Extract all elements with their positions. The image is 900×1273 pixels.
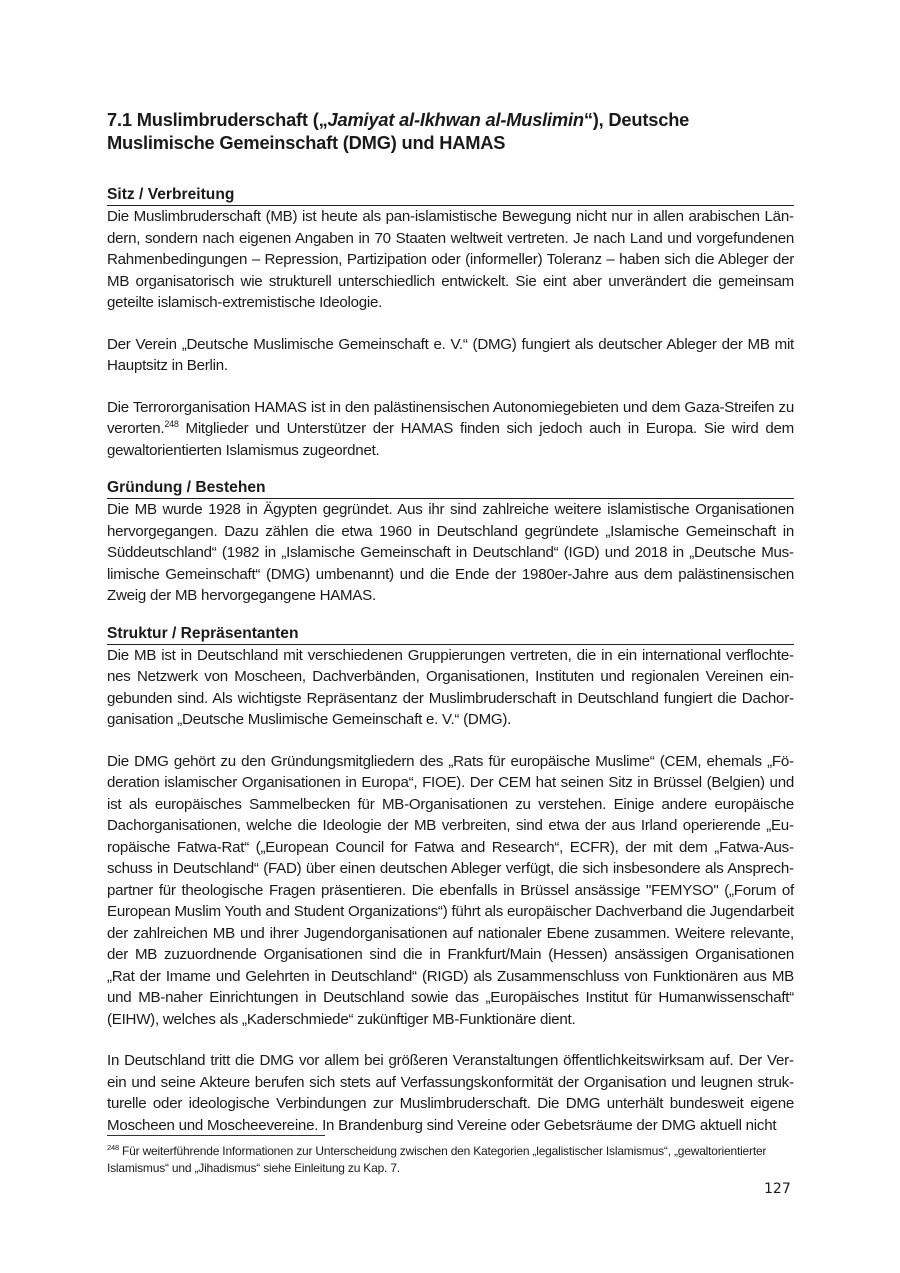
footnote-number: 248 [107, 1143, 119, 1152]
paragraph-gruendung-1: Die MB wurde 1928 in Ägypten gegründet. Aus ihr sind zahlreiche weitere islamistische Organisationen hervorgegangen. Dazu zählen die etwa 1960 in Deutschland gegründete „Islamische Gemeinschaft in Süddeutschland“ (1982 in „Islamische Gemeinschaft in Deutschland“ (IGD) und 2018 in „Deutsche Muslimische Gemeinschaft“ (DMG) umbenannt) und die Ende der 1980er-Jahre aus dem palästinensischen Zweig der MB hervorgegangene HAMAS. [107, 501, 794, 604]
section-heading-gruendung: Gründung / Bestehen [107, 478, 794, 499]
heading-italic: Jamiyat al-Ikhwan al-Muslimin [327, 109, 584, 130]
section-heading-struktur: Struktur / Repräsentanten [107, 624, 794, 645]
footnote-text: Für weiterführende Informationen zur Unterscheidung zwischen den Kategorien „legalistischer Islamismus“, „gewaltorientierter Islamismus“ und „Jihadismus“ siehe Einleitung zu Kap. 7. [107, 1144, 767, 1175]
paragraph-sitz-3-text-b: Mitglieder und Unterstützer der HAMAS finden sich jedoch auch in Europa. Sie wird dem gewaltorientierten Islamismus zugeordnet. [107, 420, 794, 459]
page-content [107, 108, 794, 1136]
footnote-reference[interactable]: 248 [164, 418, 179, 429]
paragraph-struktur-3: In Deutschland tritt die DMG vor allem bei größeren Veranstaltungen öffentlichkeitswirksam auf. Der Verein und seine Akteure berufen sich stets auf Verfassungskonformität der Organisation und leugnen strukturelle oder ideologische Verbindungen zur Muslimbruderschaft. Die DMG unterhält bundesweit eigene Moscheen und Moscheevereine. In Brandenburg sind Vereine oder Gebetsräume der DMG aktuell nicht [107, 1052, 794, 1134]
page-number: 127 [764, 1181, 791, 1197]
heading-prefix: 7.1 Muslimbruderschaft („ [107, 109, 328, 130]
section-heading-sitz: Sitz / Verbreitung [107, 185, 794, 206]
paragraph-struktur-1: Die MB ist in Deutschland mit verschiedenen Gruppierungen vertreten, die in ein international verflochtenes Netzwerk von Moscheen, Dachverbänden, Organisationen, Instituten und regionalen Vereinen eingebunden sind. Als wichtigste Repräsentanz der Muslimbruderschaft in Deutschland fungiert die Dachorganisation „Deutsche Muslimische Gemeinschaft e. V.“ (DMG). [107, 646, 794, 728]
paragraph-sitz-1: Die Muslimbruderschaft (MB) ist heute als pan-islamistische Bewegung nicht nur in allen arabischen Ländern, sondern nach eigenen Angaben in 70 Staaten weltweit vertreten. Je nach Land und vorgefundenen Rahmenbedingungen – Repression, Partizipation oder (informeller) Toleranz – haben sich die Ableger der MB organisatorisch wie strukturell unterschiedlich entwickelt. Sie eint aber unverändert die gemeinsam geteilte islamisch-extremistische Ideologie. [107, 208, 794, 311]
heading-suffix: “), Deutsche Muslimische Gemeinschaft (DMG) und HAMAS [107, 109, 690, 153]
chapter-heading [107, 108, 794, 154]
paragraph-struktur-2: Die DMG gehört zu den Gründungsmitgliedern des „Rats für europäische Muslime“ (CEM, ehemals „Föderation islamischer Organisationen in Europa“, FIOE). Der CEM hat seinen Sitz in Brüssel (Belgien) und ist als europäisches Sammelbecken für MB-Organisationen zu verstehen. Einige andere europäische Dachorganisationen, welche die Ideologie der MB verbreiten, sind etwa der aus Irland operierende „Europäische Fatwa-Rat“ („European Council for Fatwa and Research“, ECFR), der mit dem „Fatwa-Ausschuss in Deutschland“ (FAD) über einen deutschen Ableger verfügt, die sich insbesondere als Ansprechpartner für theologische Fragen präsentieren. Die ebenfalls in Brüssel ansässige "FEMYSO" („Forum of European Muslim Youth and Student Organizations“) führt als europäischer Dachverband die Jugendarbeit der zahlreichen MB und ihrer Jugendorganisationen auf nationaler Ebene zusammen. Weitere relevante, der MB zuzuordnende Organisationen sind die in Frankfurt/Main (Hessen) ansässigen Organisationen „Rat der Imame und Gelehrten in Deutschland“ (RIGD) als Zusammenschluss von Funktionären aus MB und MB-naher Einrichtungen in Deutschland sowie das „Europäisches Institut für Humanwissenschaft“ (EIHW), welches als „Kaderschmiede“ zukünftiger MB-Funktionäre dient. [107, 752, 794, 1028]
paragraph-sitz-3-text-a: Die Terrororganisation HAMAS ist in den palästinensischen Autonomiegebieten und dem Gaza-Streifen zu verorten. [107, 398, 794, 437]
paragraph-sitz-2: Der Verein „Deutsche Muslimische Gemeinschaft e. V.“ (DMG) fungiert als deutscher Ableger der MB mit Hauptsitz in Berlin. [107, 335, 794, 374]
footnote [107, 1143, 794, 1177]
footnote-separator [107, 1135, 325, 1136]
paragraph-sitz-3 [107, 397, 794, 462]
